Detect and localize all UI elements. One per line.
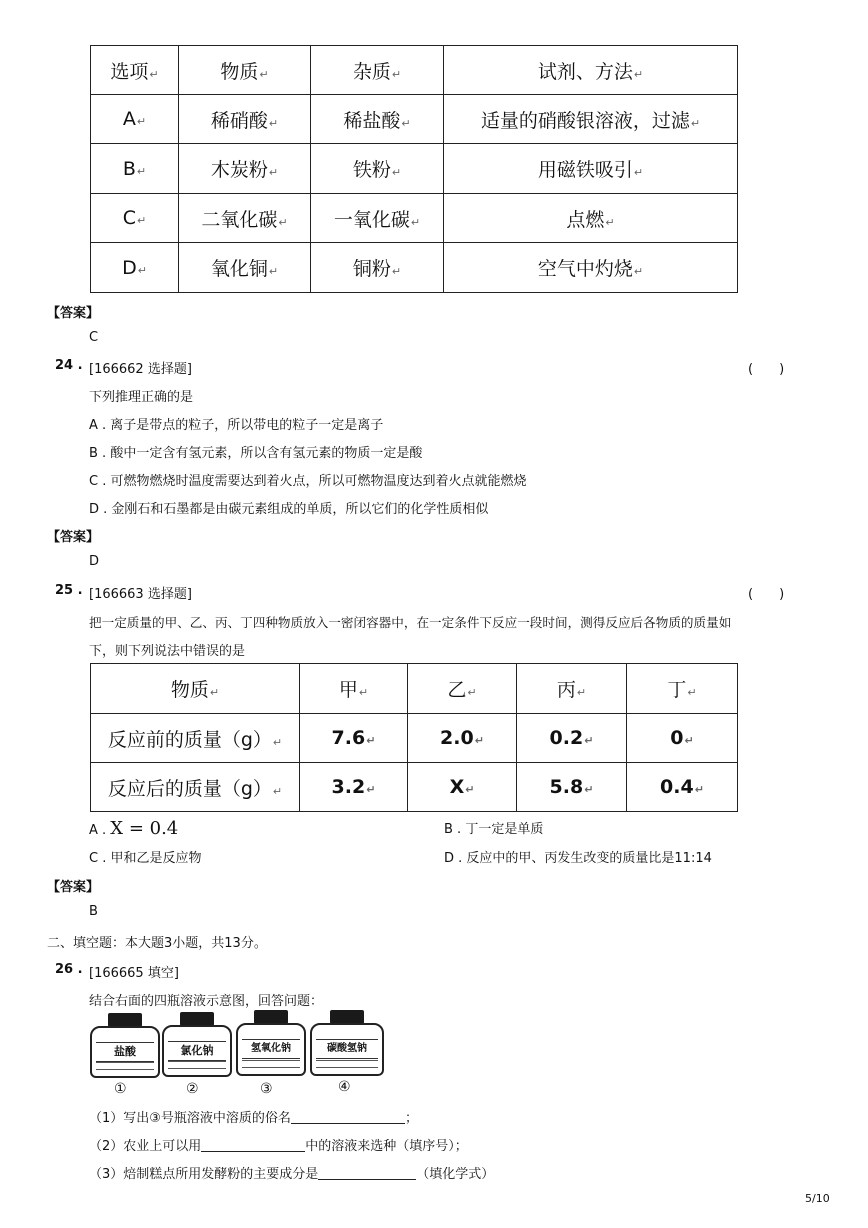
- table-cell: D: [122, 256, 137, 279]
- bottle-label: 氢氧化钠: [242, 1039, 300, 1059]
- answer-label: 【答案】: [47, 306, 100, 321]
- table-row: C↵ 二氧化碳↵ 一氧化碳↵ 点燃↵: [91, 194, 738, 243]
- table-cell: 木炭粉: [210, 159, 268, 181]
- table-cell: 2.0: [440, 727, 474, 749]
- table-row: 选项↵ 物质↵ 杂质↵ 试剂、方法↵: [91, 46, 738, 95]
- table-row: 反应后的质量（g）↵ 3.2↵ X↵ 5.8↵ 0.4↵: [91, 763, 738, 812]
- table-cell: 点燃: [566, 208, 605, 231]
- question-tag: [166663 选择题]: [89, 587, 192, 602]
- question-stem: 结合右面的四瓶溶液示意图，回答问题：: [89, 994, 324, 1009]
- table-row: A↵ 稀硝酸↵ 稀盐酸↵ 适量的硝酸银溶液，过滤↵: [91, 95, 738, 144]
- answer-value: C: [89, 330, 99, 345]
- bottle-number: ②: [186, 1081, 199, 1097]
- table-cell: 二氧化碳: [201, 208, 278, 231]
- option-a: [89, 818, 178, 839]
- option-b: B . 丁一定是单质: [444, 822, 544, 837]
- option-c: C . 可燃物燃烧时温度需要达到着火点，所以可燃物温度达到着火点就能燃烧: [89, 474, 527, 489]
- table-cell: 5.8: [549, 776, 584, 798]
- option-d: D . 金刚石和石墨都是由碳元素组成的单质，所以它们的化学性质相似: [89, 502, 489, 517]
- table-cell: 丁: [667, 679, 687, 701]
- solution-bottles-figure: [88, 1010, 388, 1100]
- table-row: 反应前的质量（g）↵ 7.6↵ 2.0↵ 0.2↵ 0↵: [91, 714, 738, 763]
- table-cell: 适量的硝酸银溶液，过滤: [480, 109, 690, 132]
- mass-table: [90, 663, 738, 812]
- answer-label: 【答案】: [47, 530, 100, 545]
- question-stem: 下列推理正确的是: [89, 390, 194, 405]
- bottle-label: 氯化钠: [168, 1041, 226, 1061]
- table-cell: 铁粉: [352, 159, 391, 181]
- bottle-4: [310, 1010, 384, 1082]
- table-cell: 丙: [556, 679, 576, 701]
- table-cell: 空气中灼烧: [537, 258, 633, 280]
- option-a: A . 离子是带点的粒子，所以带电的粒子一定是离子: [89, 418, 384, 433]
- table-cell: 稀盐酸: [343, 109, 401, 132]
- table-cell: C: [122, 207, 137, 229]
- answer-paren: ( ): [748, 362, 785, 377]
- answer-blank: [318, 1166, 416, 1180]
- answer-label: 【答案】: [47, 880, 100, 895]
- answer-paren: ( ): [748, 587, 785, 602]
- table-cell: 铜粉: [352, 258, 391, 280]
- bottle-2: [162, 1010, 232, 1082]
- answer-blank: [201, 1138, 305, 1152]
- table-row: D↵ 氧化铜↵ 铜粉↵ 空气中灼烧↵: [91, 243, 738, 293]
- table-cell: 7.6: [331, 727, 366, 749]
- table-cell: 氧化铜: [210, 258, 268, 280]
- option-b: B . 酸中一定含有氢元素，所以含有氢元素的物质一定是酸: [89, 446, 423, 461]
- table-cell: 选项: [110, 60, 149, 83]
- table-row: B↵ 木炭粉↵ 铁粉↵ 用磁铁吸引↵: [91, 144, 738, 194]
- question-number: 25 .: [55, 583, 83, 598]
- answer-blank: [291, 1110, 405, 1124]
- table-cell: 物质: [220, 60, 259, 83]
- table-cell: B: [122, 157, 136, 180]
- question-tag: [166662 选择题]: [89, 362, 192, 377]
- option-d: D . 反应中的甲、丙发生改变的质量比是11:14: [444, 851, 712, 866]
- question-tag: [166665 填空]: [89, 966, 179, 981]
- impurity-table: [90, 45, 738, 293]
- bottle-label: 盐酸: [96, 1042, 154, 1062]
- option-a-formula: X = 0.4: [110, 818, 179, 839]
- sub-question-2: （2）农业上可以用 中的溶液来选种（填序号）；: [89, 1139, 468, 1154]
- table-cell: 0.4: [660, 776, 694, 798]
- table-cell: A: [122, 108, 136, 130]
- table-cell: 0.2: [549, 727, 584, 749]
- bottle-1: [90, 1010, 160, 1082]
- bottle-number: ①: [114, 1081, 127, 1097]
- table-cell: 物质: [170, 679, 209, 701]
- bottle-number: ③: [260, 1081, 273, 1097]
- section-heading: 二、填空题：本大题3小题，共13分。: [47, 936, 267, 951]
- page-number: 5/10: [805, 1192, 830, 1205]
- option-c: C . 甲和乙是反应物: [89, 851, 202, 866]
- table-cell: 反应前的质量（g）: [107, 728, 272, 751]
- question-stem-cont: 下，则下列说法中错误的是: [89, 644, 246, 659]
- bottle-label: 碳酸氢钠: [316, 1039, 378, 1059]
- table-cell: 一氧化碳: [333, 208, 410, 231]
- table-row: 物质↵ 甲↵ 乙↵ 丙↵ 丁↵: [91, 664, 738, 714]
- option-a-prefix: A .: [89, 823, 111, 838]
- table-cell: 试剂、方法: [537, 60, 633, 83]
- answer-value: D: [89, 554, 100, 569]
- question-stem: 把一定质量的甲、乙、丙、丁四种物质放入一密闭容器中，在一定条件下反应一段时间，测得反应后各物质的质量如: [89, 615, 732, 630]
- table-cell: X: [449, 776, 465, 798]
- bottle-3: [236, 1010, 306, 1082]
- table-cell: 用磁铁吸引: [537, 159, 633, 181]
- table-cell: 杂质: [352, 60, 391, 83]
- table-cell: 稀硝酸: [210, 109, 268, 132]
- sub-question-3: （3）焙制糕点所用发酵粉的主要成分是 （填化学式）: [89, 1167, 495, 1182]
- answer-value: B: [89, 904, 98, 919]
- table-cell: 乙: [447, 679, 467, 701]
- table-cell: 3.2: [331, 776, 366, 798]
- bottle-number: ④: [338, 1079, 351, 1095]
- table-cell: 反应后的质量（g）: [107, 777, 272, 800]
- sub-question-1: （1）写出③号瓶溶液中溶质的俗名 ；: [89, 1111, 418, 1126]
- table-cell: 甲: [338, 679, 358, 701]
- table-cell: 0: [670, 727, 684, 749]
- question-number: 26 .: [55, 962, 83, 977]
- question-number: 24 .: [55, 358, 83, 373]
